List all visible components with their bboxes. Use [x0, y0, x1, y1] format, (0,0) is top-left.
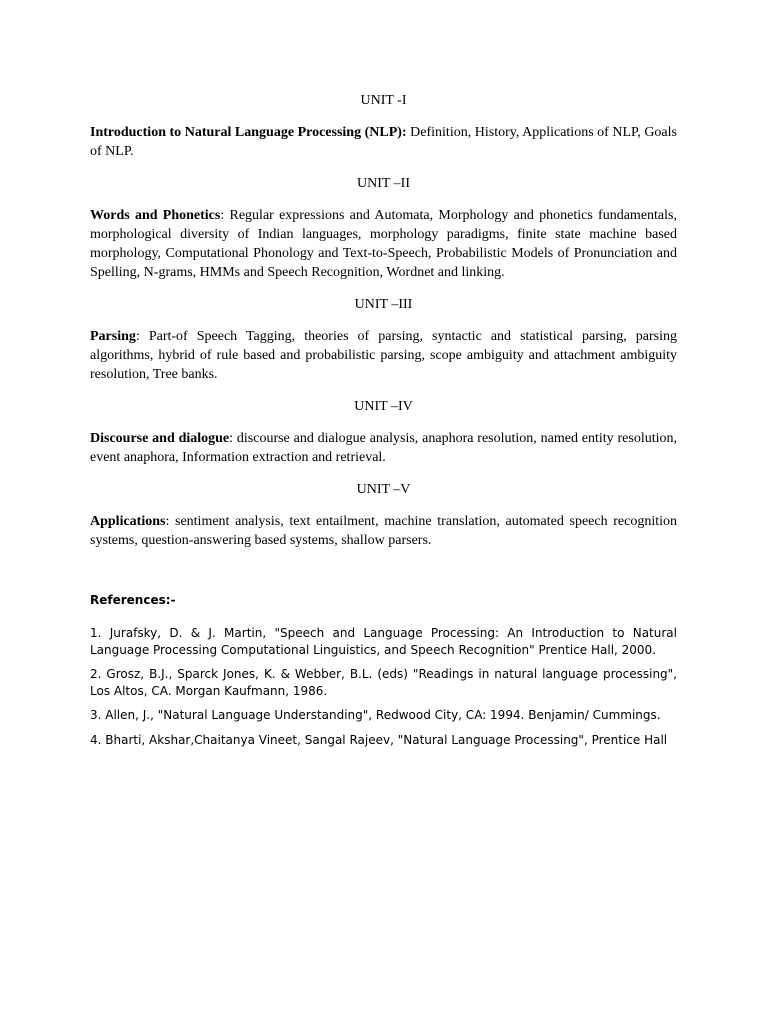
unit-5-title: Applications — [90, 514, 166, 529]
unit-5-heading: UNIT –V — [356, 482, 411, 497]
unit-4-heading: UNIT –IV — [354, 399, 413, 414]
unit-5-text: : sentiment analysis, text entailment, machine translation, automated speech recognition systems, question-answering based systems, shallow parsers. — [90, 514, 677, 548]
references-title: References:- — [90, 593, 176, 607]
unit-3-paragraph — [90, 327, 677, 384]
unit-1-heading: UNIT -I — [360, 93, 407, 108]
reference-item-3: 3. Allen, J., "Natural Language Understanding", Redwood City, CA: 1994. Benjamin/ Cummings. — [90, 708, 661, 722]
unit-3-title: Parsing — [90, 329, 136, 344]
unit-2-title: Words and Phonetics — [90, 208, 221, 223]
unit-3-text: : Part-of Speech Tagging, theories of parsing, syntactic and statistical parsing, parsing algorithms, hybrid of rule based and probabilistic parsing, scope ambiguity and attachment ambiguity resolution, Tree banks. — [90, 329, 677, 382]
references-section — [90, 592, 677, 756]
unit-5-paragraph — [90, 512, 677, 550]
unit-4-paragraph — [90, 429, 677, 467]
syllabus-units — [90, 91, 677, 563]
unit-1-text: Definition, History, Applications of NLP, Goals of NLP. — [90, 125, 677, 159]
unit-2-paragraph — [90, 206, 677, 282]
reference-item-2: 2. Grosz, B.J., Sparck Jones, K. & Webber, B.L. (eds) "Readings in natural language processing", Los Altos, CA. Morgan Kaufmann, 1986. — [90, 667, 677, 698]
unit-4-title: Discourse and dialogue — [90, 431, 230, 446]
unit-2-text: : Regular expressions and Automata, Morphology and phonetics fundamentals, morphological diversity of Indian languages, morphology paradigms, finite state machine based morphology, Computational Phonology and Text-to-Speech, Probabilistic Models of Pronunciation and Spelling, N-grams, HMMs and Speech Recognition, Wordnet and linking. — [90, 208, 677, 280]
unit-3-heading: UNIT –III — [354, 297, 413, 312]
unit-2-heading: UNIT –II — [356, 176, 410, 191]
unit-1-title: Introduction to Natural Language Processing (NLP): — [90, 125, 407, 140]
reference-item-1: 1. Jurafsky, D. & J. Martin, "Speech and Language Processing: An Introduction to Natural Language Processing Computational Linguistics, and Speech Recognition" Prentice Hall, 2000. — [90, 626, 677, 657]
unit-1-paragraph — [90, 123, 677, 161]
unit-4-text: : discourse and dialogue analysis, anaphora resolution, named entity resolution, event anaphora, Information extraction and retrieval. — [90, 431, 678, 465]
reference-item-4: 4. Bharti, Akshar,Chaitanya Vineet, Sangal Rajeev, "Natural Language Processing", Prentice Hall — [90, 732, 668, 747]
